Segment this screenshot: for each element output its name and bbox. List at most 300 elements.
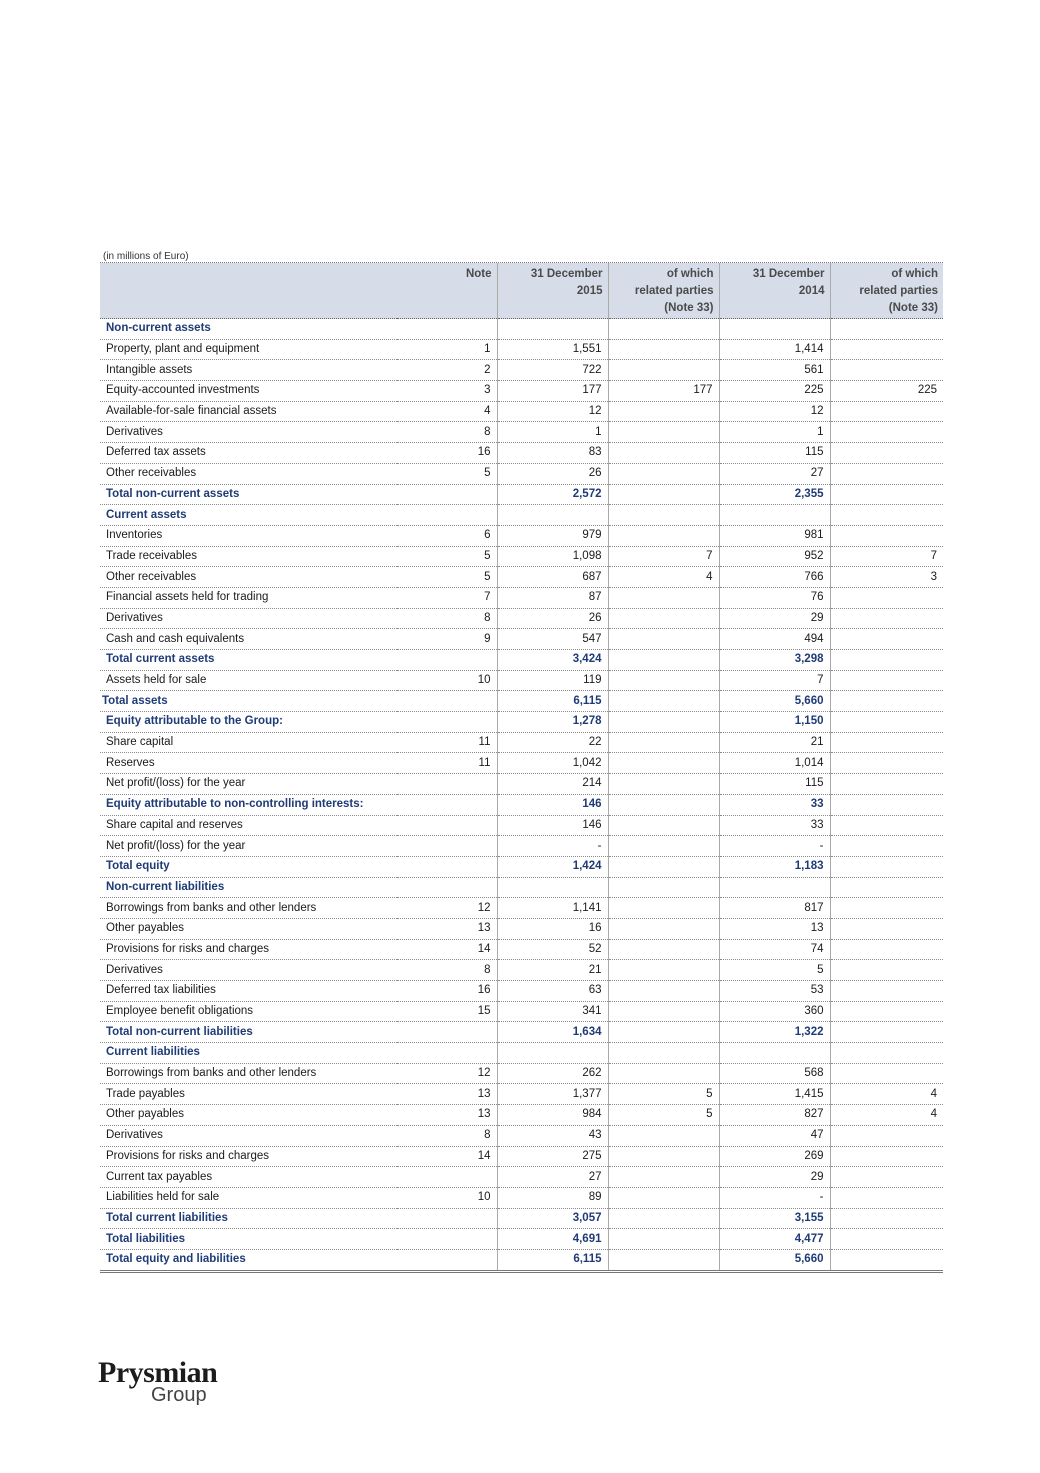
row-related-2015: 5 [608,1105,719,1126]
header-rp-2014-line1: of which [891,268,938,280]
row-related-2015 [608,981,719,1002]
row-related-2015 [608,712,719,733]
row-value-2015: 146 [497,815,608,836]
table-header-row [100,263,943,319]
row-related-2014: 7 [830,546,943,567]
row-label: Deferred tax liabilities [100,981,397,1002]
row-related-2014 [830,898,943,919]
row-label: Non-current liabilities [100,877,397,898]
table-row [100,505,943,526]
row-value-2014: 1,322 [719,1022,830,1043]
table-row [100,1043,943,1064]
row-value-2014: 2,355 [719,484,830,505]
row-related-2014 [830,856,943,877]
row-note [397,794,497,815]
row-related-2015 [608,774,719,795]
row-related-2014 [830,1167,943,1188]
header-rp-2015-line3: (Note 33) [664,302,714,314]
row-value-2015: 119 [497,670,608,691]
row-value-2014: 827 [719,1105,830,1126]
row-value-2014: 76 [719,587,830,608]
row-related-2015 [608,443,719,464]
row-value-2015: 26 [497,608,608,629]
logo-brand: Prysmian [98,1356,218,1389]
row-value-2014: 12 [719,401,830,422]
row-value-2014: 952 [719,546,830,567]
row-note [397,815,497,836]
row-value-2014 [719,505,830,526]
table-row [100,1167,943,1188]
row-note: 11 [397,753,497,774]
row-value-2015: 1,042 [497,753,608,774]
table-row [100,712,943,733]
table-row [100,981,943,1002]
row-value-2015: 63 [497,981,608,1002]
row-related-2015 [608,1001,719,1022]
row-value-2014: 29 [719,608,830,629]
table-row [100,319,943,340]
row-value-2015: 984 [497,1105,608,1126]
row-note: 13 [397,1105,497,1126]
row-note: 14 [397,1146,497,1167]
row-related-2014 [830,401,943,422]
row-related-2015 [608,525,719,546]
row-related-2014 [830,1125,943,1146]
row-related-2014 [830,815,943,836]
row-label: Other receivables [100,463,397,484]
row-label: Current liabilities [100,1043,397,1064]
row-note: 12 [397,898,497,919]
row-related-2015 [608,360,719,381]
row-value-2014: 47 [719,1125,830,1146]
row-label: Derivatives [100,422,397,443]
row-value-2015: 1,424 [497,856,608,877]
row-related-2014 [830,1146,943,1167]
row-related-2015 [608,1063,719,1084]
row-value-2014: 33 [719,815,830,836]
row-note: 12 [397,1063,497,1084]
row-value-2014: 981 [719,525,830,546]
row-related-2014 [830,463,943,484]
row-related-2015: 4 [608,567,719,588]
row-note: 8 [397,1125,497,1146]
row-value-2014: 568 [719,1063,830,1084]
row-related-2015 [608,1146,719,1167]
row-related-2015 [608,587,719,608]
row-value-2014: 74 [719,939,830,960]
row-label: Trade receivables [100,546,397,567]
row-value-2014: 225 [719,381,830,402]
table-row [100,1105,943,1126]
table-row [100,484,943,505]
row-note: 11 [397,732,497,753]
row-note: 5 [397,567,497,588]
row-related-2014 [830,339,943,360]
row-related-2015 [608,1249,719,1271]
row-related-2015 [608,1167,719,1188]
row-related-2014 [830,774,943,795]
table-row [100,960,943,981]
row-value-2015 [497,505,608,526]
row-value-2014: 3,298 [719,650,830,671]
row-label: Net profit/(loss) for the year [100,836,397,857]
row-related-2014 [830,360,943,381]
row-note: 3 [397,381,497,402]
row-related-2015 [608,629,719,650]
row-value-2014: 360 [719,1001,830,1022]
row-related-2014 [830,629,943,650]
row-value-2014: 5,660 [719,691,830,712]
row-note: 16 [397,443,497,464]
table-row [100,1125,943,1146]
header-rp-2014-line2: related parties [859,285,938,297]
row-related-2014 [830,753,943,774]
row-related-2015 [608,815,719,836]
row-related-2015 [608,505,719,526]
row-note [397,836,497,857]
row-related-2014 [830,484,943,505]
row-related-2014 [830,587,943,608]
row-value-2014: 561 [719,360,830,381]
row-note: 15 [397,1001,497,1022]
row-label: Other payables [100,1105,397,1126]
row-note [397,1167,497,1188]
table-row [100,877,943,898]
row-note [397,650,497,671]
row-related-2015 [608,877,719,898]
row-related-2014 [830,650,943,671]
row-value-2015: 6,115 [497,691,608,712]
row-label: Total current liabilities [100,1208,397,1229]
row-value-2014: - [719,1187,830,1208]
row-value-2015: 1,098 [497,546,608,567]
row-value-2014 [719,319,830,340]
row-related-2014 [830,1249,943,1271]
row-related-2015 [608,463,719,484]
row-note: 2 [397,360,497,381]
table-row [100,546,943,567]
row-label: Derivatives [100,608,397,629]
header-rp-2014-line3: (Note 33) [888,302,938,314]
header-rp-2014 [830,263,943,319]
table-row [100,422,943,443]
table-body [100,319,943,1272]
row-value-2014 [719,877,830,898]
table-row [100,1187,943,1208]
table-row [100,836,943,857]
row-note: 16 [397,981,497,1002]
table-row [100,1146,943,1167]
row-note: 10 [397,1187,497,1208]
row-related-2015 [608,608,719,629]
row-label: Liabilities held for sale [100,1187,397,1208]
row-label: Current assets [100,505,397,526]
row-value-2014: 13 [719,918,830,939]
row-value-2014: 1,415 [719,1084,830,1105]
table-row [100,567,943,588]
row-related-2015 [608,898,719,919]
row-value-2015: 6,115 [497,1249,608,1271]
header-dec-2014 [719,263,830,319]
row-value-2014: 33 [719,794,830,815]
row-label: Total non-current assets [100,484,397,505]
row-label: Deferred tax assets [100,443,397,464]
row-related-2014 [830,525,943,546]
row-related-2015 [608,939,719,960]
prysmian-group-logo [98,1358,217,1404]
row-value-2014: 1 [719,422,830,443]
row-label: Current tax payables [100,1167,397,1188]
logo-sub: Group [151,1384,207,1406]
row-value-2015: 89 [497,1187,608,1208]
row-related-2014 [830,443,943,464]
row-label: Borrowings from banks and other lenders [100,898,397,919]
row-value-2014: 7 [719,670,830,691]
row-note: 13 [397,918,497,939]
row-note: 7 [397,587,497,608]
row-related-2014 [830,877,943,898]
table-row [100,691,943,712]
row-related-2014 [830,670,943,691]
table-row [100,815,943,836]
row-related-2014 [830,319,943,340]
row-value-2015: 341 [497,1001,608,1022]
row-value-2014: 269 [719,1146,830,1167]
row-note: 1 [397,339,497,360]
header-rp-2015-line1: of which [666,268,714,280]
row-note [397,774,497,795]
row-related-2015 [608,753,719,774]
row-note: 8 [397,960,497,981]
row-related-2014 [830,981,943,1002]
row-label: Equity attributable to non-controlling interests: [100,794,397,815]
row-related-2015: 7 [608,546,719,567]
row-value-2014: 1,183 [719,856,830,877]
row-label: Other payables [100,918,397,939]
row-related-2015 [608,732,719,753]
row-note [397,484,497,505]
row-value-2015: 547 [497,629,608,650]
row-value-2014: 27 [719,463,830,484]
row-value-2015: 1,377 [497,1084,608,1105]
row-value-2015: 3,424 [497,650,608,671]
row-related-2014 [830,1022,943,1043]
row-note: 8 [397,608,497,629]
row-label: Total equity [100,856,397,877]
row-related-2015 [608,319,719,340]
row-value-2015 [497,1043,608,1064]
row-value-2015: 979 [497,525,608,546]
row-related-2014: 4 [830,1105,943,1126]
row-related-2014 [830,1001,943,1022]
row-value-2014: 5,660 [719,1249,830,1271]
table-row [100,629,943,650]
row-label: Non-current assets [100,319,397,340]
row-label: Total non-current liabilities [100,1022,397,1043]
row-related-2014 [830,1043,943,1064]
row-note: 10 [397,670,497,691]
row-note: 5 [397,463,497,484]
row-related-2014 [830,712,943,733]
row-value-2014: 494 [719,629,830,650]
row-related-2014 [830,1187,943,1208]
row-value-2015: 16 [497,918,608,939]
row-label: Equity attributable to the Group: [100,712,397,733]
row-label: Reserves [100,753,397,774]
row-related-2014 [830,691,943,712]
row-note: 14 [397,939,497,960]
row-value-2015: 687 [497,567,608,588]
table-row [100,463,943,484]
row-value-2015: 27 [497,1167,608,1188]
row-value-2015 [497,877,608,898]
row-related-2014 [830,960,943,981]
row-value-2014: 1,150 [719,712,830,733]
row-note [397,877,497,898]
row-value-2015: 1,278 [497,712,608,733]
row-value-2014: 4,477 [719,1229,830,1250]
row-note [397,691,497,712]
row-value-2014: 766 [719,567,830,588]
row-label: Total liabilities [100,1229,397,1250]
row-related-2015 [608,650,719,671]
header-dec-2015 [497,263,608,319]
row-label: Assets held for sale [100,670,397,691]
row-related-2014 [830,608,943,629]
header-dec-2014-line1: 31 December [752,268,825,280]
table-row [100,774,943,795]
row-related-2015 [608,339,719,360]
balance-sheet-table [100,262,943,1273]
row-label: Trade payables [100,1084,397,1105]
row-label: Share capital [100,732,397,753]
row-value-2015: 1,634 [497,1022,608,1043]
row-value-2014: 5 [719,960,830,981]
table-row [100,1084,943,1105]
table-row [100,918,943,939]
row-related-2014 [830,1063,943,1084]
row-related-2015 [608,1187,719,1208]
row-related-2014 [830,794,943,815]
row-label: Derivatives [100,1125,397,1146]
row-related-2014 [830,1229,943,1250]
row-value-2015: 4,691 [497,1229,608,1250]
row-value-2014 [719,1043,830,1064]
table-row [100,939,943,960]
header-rp-2015 [608,263,719,319]
row-note: 4 [397,401,497,422]
row-related-2015 [608,670,719,691]
table-row [100,443,943,464]
row-value-2014: 3,155 [719,1208,830,1229]
row-value-2014: 29 [719,1167,830,1188]
units-caption: (in millions of Euro) [103,251,189,262]
header-rp-2015-line2: related parties [634,285,714,297]
row-value-2015: 146 [497,794,608,815]
row-value-2015: 722 [497,360,608,381]
row-note: 13 [397,1084,497,1105]
table-row [100,401,943,422]
row-value-2015: 1 [497,422,608,443]
row-note [397,1022,497,1043]
row-value-2014: 53 [719,981,830,1002]
row-note [397,1249,497,1271]
row-note [397,1229,497,1250]
row-related-2015: 5 [608,1084,719,1105]
row-label: Total equity and liabilities [100,1249,397,1271]
row-related-2014 [830,732,943,753]
row-note [397,1208,497,1229]
row-related-2014 [830,939,943,960]
row-label: Employee benefit obligations [100,1001,397,1022]
row-label: Property, plant and equipment [100,339,397,360]
row-value-2015: 52 [497,939,608,960]
row-related-2015 [608,960,719,981]
header-label [100,263,397,319]
row-related-2015 [608,1022,719,1043]
row-value-2015: 12 [497,401,608,422]
row-label: Available-for-sale financial assets [100,401,397,422]
table-row [100,650,943,671]
header-dec-2015-line1: 31 December [530,268,603,280]
table-row [100,753,943,774]
row-related-2015 [608,1043,719,1064]
table-row [100,1022,943,1043]
row-value-2015: 87 [497,587,608,608]
row-value-2015: 214 [497,774,608,795]
row-note [397,319,497,340]
row-related-2015 [608,422,719,443]
table-row [100,794,943,815]
row-value-2014: 1,014 [719,753,830,774]
row-value-2015: 262 [497,1063,608,1084]
table-row [100,587,943,608]
row-related-2014: 4 [830,1084,943,1105]
row-related-2014 [830,1208,943,1229]
row-related-2015 [608,1229,719,1250]
row-note: 6 [397,525,497,546]
row-related-2014 [830,836,943,857]
row-label: Intangible assets [100,360,397,381]
row-related-2015 [608,856,719,877]
row-note: 5 [397,546,497,567]
table-row [100,898,943,919]
row-related-2014 [830,505,943,526]
table-row [100,525,943,546]
table-row [100,1001,943,1022]
row-label: Inventories [100,525,397,546]
table-row [100,1249,943,1271]
row-label: Cash and cash equivalents [100,629,397,650]
header-dec-2015-line2: 2015 [576,285,603,297]
row-value-2015: 83 [497,443,608,464]
row-related-2014: 3 [830,567,943,588]
row-value-2014: - [719,836,830,857]
row-label: Equity-accounted investments [100,381,397,402]
row-note: 8 [397,422,497,443]
row-related-2015 [608,1125,719,1146]
row-label: Provisions for risks and charges [100,1146,397,1167]
row-value-2014: 21 [719,732,830,753]
row-label: Other receivables [100,567,397,588]
row-label: Total current assets [100,650,397,671]
row-label: Borrowings from banks and other lenders [100,1063,397,1084]
row-value-2014: 115 [719,443,830,464]
table-row [100,1229,943,1250]
row-related-2014 [830,422,943,443]
header-note-text: Note [465,268,492,280]
row-value-2015: 43 [497,1125,608,1146]
